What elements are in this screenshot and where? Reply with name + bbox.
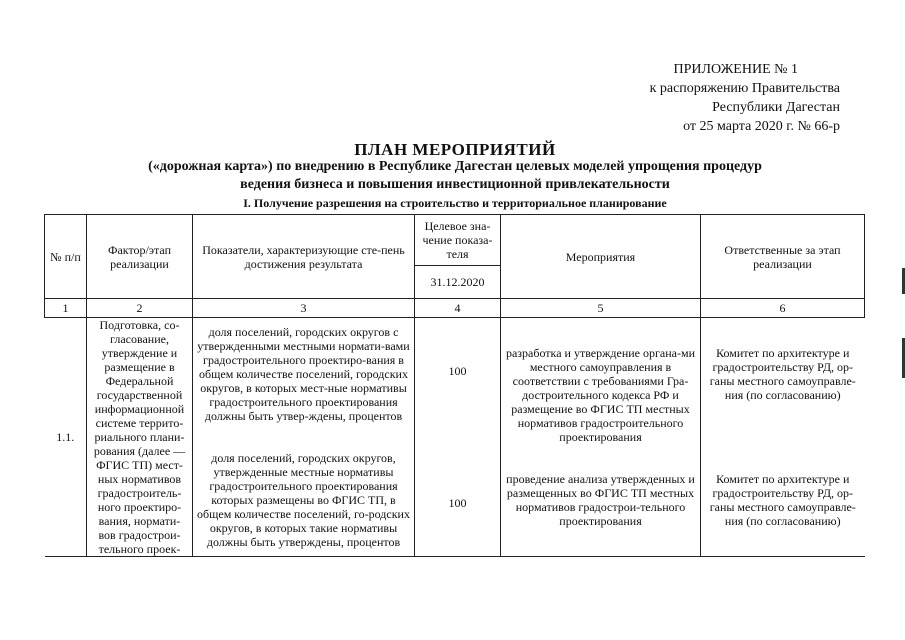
responsible-2: Комитет по архитектуре и градостроительству РД, ор-ганы местного самоуправле-ния (по согласованию) — [709, 472, 856, 528]
row-responsible — [701, 318, 865, 557]
header-indicators: Показатели, характеризующие сте-пень достижения результата — [193, 215, 415, 299]
column-number-4: 4 — [415, 299, 501, 318]
table-row — [45, 318, 865, 557]
plan-table — [44, 214, 865, 557]
column-number-1: 1 — [45, 299, 87, 318]
action-2: проведение анализа утвержденных и размещенных во ФГИС ТП местных нормативов градострои-тельного проектирования — [506, 472, 695, 528]
column-number-3: 3 — [193, 299, 415, 318]
target-value-1: 100 — [448, 364, 467, 378]
column-number-5: 5 — [501, 299, 701, 318]
indicator-1: доля поселений, городских округов с утвержденными местными нормати-вами градостроительного проектиро-вания в общем количестве поселений, городских округов, в которых мест-ные нормативы градостроительного проектирования должны быть утвер-ждены, процентов — [197, 325, 410, 423]
responsible-1: Комитет по архитектуре и градостроительству РД, ор-ганы местного самоуправле-ния (по согласованию) — [709, 346, 856, 402]
annex-block — [600, 60, 840, 136]
row-indicators — [193, 318, 415, 557]
header-actions: Мероприятия — [501, 215, 701, 299]
header-target-date: 31.12.2020 — [415, 266, 501, 299]
subtitle-line-2: ведения бизнеса и повышения инвестиционной привлекательности — [240, 177, 670, 192]
annex-line-date: от 25 марта 2020 г. № 66-р — [683, 119, 840, 134]
header-number: № п/п — [45, 215, 87, 299]
annex-line-region: Республики Дагестан — [712, 100, 840, 115]
header-factor: Фактор/этап реализации — [87, 215, 193, 299]
column-number-6: 6 — [701, 299, 865, 318]
row-actions — [501, 318, 701, 557]
row-factor: Подготовка, со-гласование, утверждение и размещение в Федеральной государственной информационной системе террито-риального плани-рования (далее — ФГИС ТП) мест-ных нормативов градостроитель-ного проектиро-вания, нормати-вов градострои-тельного проек- — [87, 318, 193, 557]
indicator-2: доля поселений, городских округов, утвержденные местные нормативы градостроительного проектирования которых размещены во ФГИС ТП, в общем количестве поселений, го-родских округов, в которых такие нормативы должны быть утверждены, процентов — [197, 451, 410, 549]
document-subtitle — [60, 158, 850, 194]
header-target: Целевое зна-чение показа-теля — [415, 215, 501, 266]
row-targets — [415, 318, 501, 557]
header-responsible: Ответственные за этап реализации — [701, 215, 865, 299]
row-number: 1.1. — [45, 318, 87, 557]
column-number-2: 2 — [87, 299, 193, 318]
annex-title: ПРИЛОЖЕНИЕ № 1 — [673, 62, 798, 77]
target-value-2: 100 — [448, 496, 467, 510]
section-heading: I. Получение разрешения на строительство и территориальное планирование — [243, 196, 667, 210]
subtitle-line-1: («дорожная карта») по внедрению в Республике Дагестан целевых моделей упрощения процедур — [148, 159, 762, 174]
action-1: разработка и утверждение органа-ми местного самоуправления в соответствии с требованиями Гра-достроительного кодекса РФ и размещение во ФГИС ТП местных нормативов градостроительного проектирования — [505, 346, 696, 444]
annex-line-order: к распоряжению Правительства — [649, 81, 840, 96]
document-title: ПЛАН МЕРОПРИЯТИЙ — [354, 140, 556, 159]
